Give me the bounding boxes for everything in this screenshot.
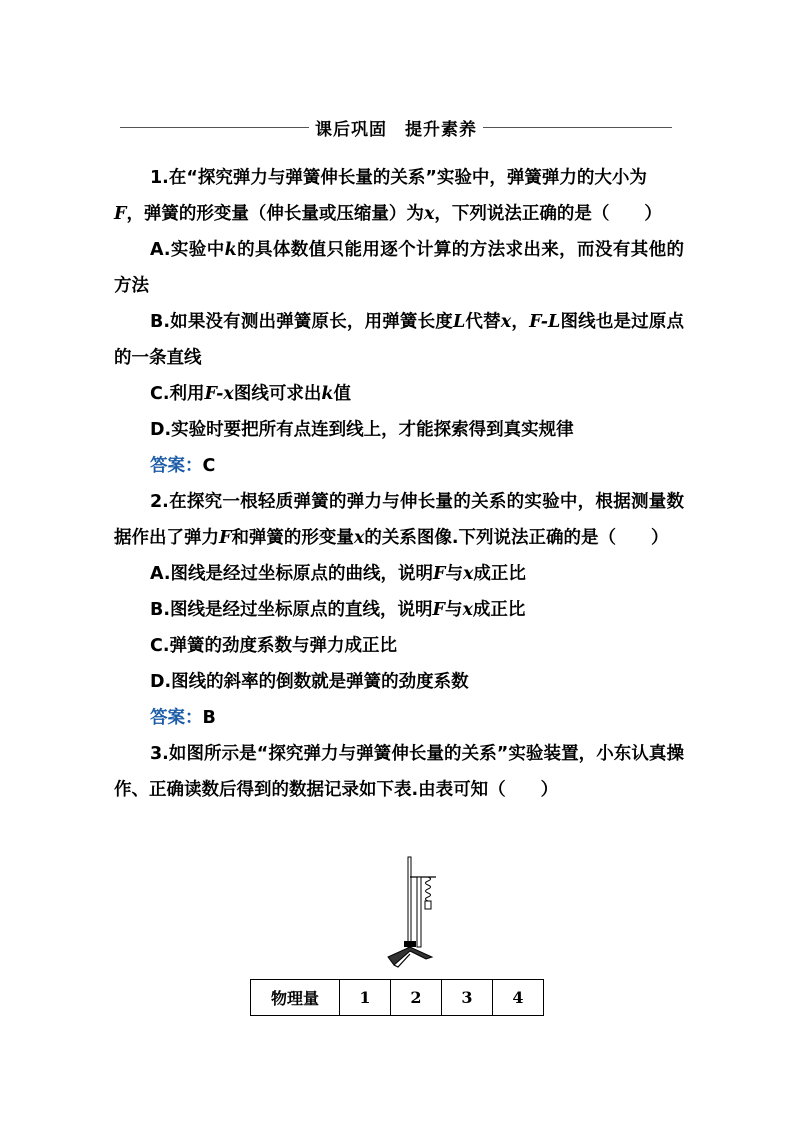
q1-option-a: A.实验中k的具体数值只能用逐个计算的方法求出来，而没有其他的方法 <box>114 240 684 296</box>
q2-option-a: A.图线是经过坐标原点的曲线，说明F与x成正比 <box>150 564 526 584</box>
table-cell: 3 <box>442 980 493 1016</box>
table-cell: 2 <box>391 980 442 1016</box>
table-cell: 4 <box>493 980 544 1016</box>
table-cell: 物理量 <box>251 980 340 1016</box>
q2-answer: 答案：B <box>150 708 216 728</box>
section-header <box>120 114 672 140</box>
header-rule-right <box>483 127 672 128</box>
q1-option-c: C.利用F-x图线可求出k值 <box>150 384 351 404</box>
answer-label: 答案： <box>150 708 203 728</box>
q1-option-d: D.实验时要把所有点连到线上，才能探索得到真实规律 <box>150 420 574 440</box>
q2-option-b: B.图线是经过坐标原点的直线，说明F与x成正比 <box>150 600 526 620</box>
question-content <box>114 160 684 808</box>
spring-apparatus-figure <box>380 855 440 970</box>
q2-stem: 2.在探究一根轻质弹簧的弹力与伸长量的关系的实验中，根据测量数据作出了弹力F和弹簧的形变量x的关系图像.下列说法正确的是（ ） <box>114 492 684 548</box>
table-row <box>251 980 544 1016</box>
section-title: 课后巩固 提升素养 <box>315 119 477 140</box>
header-rule-left <box>120 127 309 128</box>
q1-option-b: B.如果没有测出弹簧原长，用弹簧长度L代替x，F-L图线也是过原点的一条直线 <box>114 312 685 368</box>
q1-answer: 答案：C <box>150 456 216 476</box>
q1-stem: 1.在“探究弹力与弹簧伸长量的关系”实验中，弹簧弹力的大小为 F，弹簧的形变量（伸长量或压缩量）为x，下列说法正确的是（ ） <box>114 168 662 224</box>
answer-label: 答案： <box>150 456 203 476</box>
data-table <box>250 979 544 1016</box>
q2-option-c: C.弹簧的劲度系数与弹力成正比 <box>150 636 397 656</box>
q2-option-d: D.图线的斜率的倒数就是弹簧的劲度系数 <box>150 672 469 692</box>
table-cell: 1 <box>340 980 391 1016</box>
q3-stem: 3.如图所示是“探究弹力与弹簧伸长量的关系”实验装置，小东认真操作、正确读数后得到的数据记录如下表.由表可知（ ） <box>114 744 684 800</box>
